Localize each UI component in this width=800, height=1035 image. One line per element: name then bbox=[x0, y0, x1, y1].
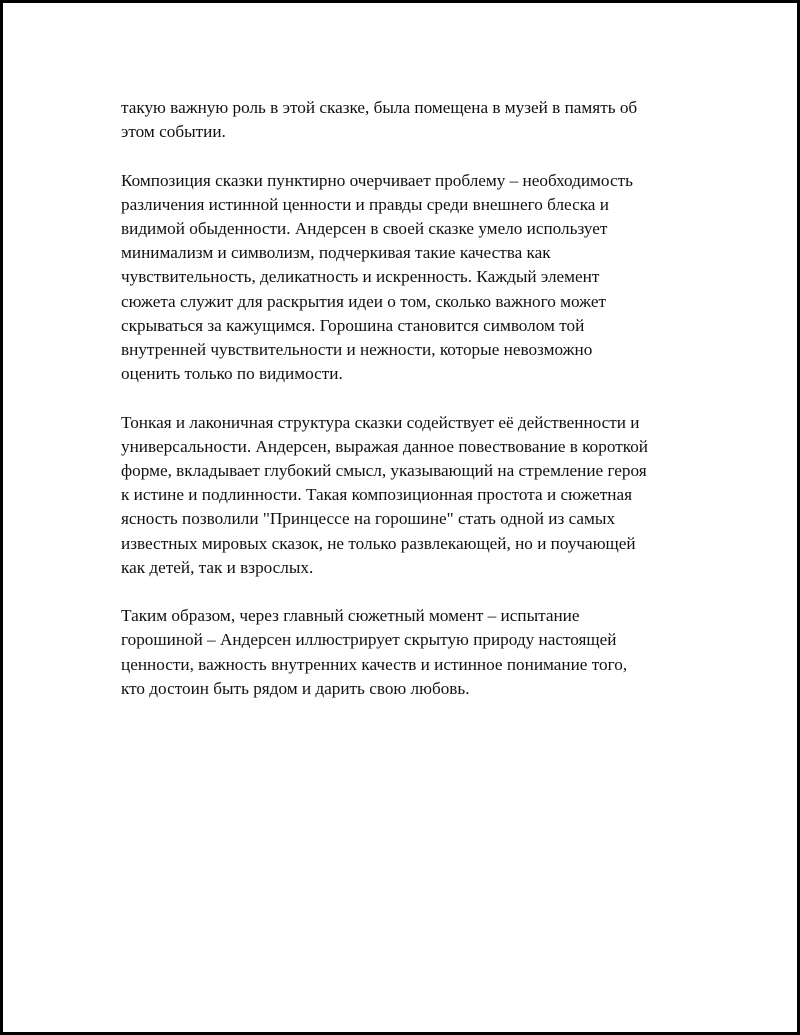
paragraph-3 bbox=[121, 411, 711, 580]
text-line: сюжета служит для раскрытия идеи о том, сколько важного может bbox=[121, 291, 606, 311]
paragraph-2 bbox=[121, 169, 711, 387]
text-line: Композиция сказки пунктирно очерчивает проблему – необходимость bbox=[121, 170, 633, 190]
text-line: горошиной – Андерсен иллюстрирует скрытую природу настоящей bbox=[121, 630, 617, 650]
text-line: к истине и подлинности. Такая композиционная простота и сюжетная bbox=[121, 485, 632, 505]
text-line: Тонкая и лаконичная структура сказки содействует её действенности и bbox=[121, 412, 640, 432]
text-line: такую важную роль в этой сказке, была помещена в музей в память об bbox=[121, 98, 638, 117]
text-line: Таким образом, через главный сюжетный момент – испытание bbox=[121, 606, 580, 626]
paragraph-4 bbox=[121, 604, 711, 701]
text-line: оценить только по видимости. bbox=[121, 364, 343, 384]
text-line: различения истинной ценности и правды среди внешнего блеска и bbox=[121, 194, 609, 214]
text-line: этом событии. bbox=[121, 122, 226, 142]
text-line: форме, вкладывает глубокий смысл, указывающий на стремление героя bbox=[121, 461, 647, 481]
text-line: ясность позволили "Принцессе на горошине" стать одной из самых bbox=[121, 509, 616, 529]
text-line: минимализм и символизм, подчеркивая такие качества как bbox=[121, 243, 551, 263]
text-line: как детей, так и взрослых. bbox=[121, 557, 314, 577]
text-line: кто достоин быть рядом и дарить свою любовь. bbox=[121, 678, 470, 698]
text-line: внутренней чувствительности и нежности, которые невозможно bbox=[121, 340, 593, 360]
text-line: видимой обыденности. Андерсен в своей сказке умело использует bbox=[121, 219, 608, 238]
document-body bbox=[121, 96, 711, 725]
text-line: ценности, важность внутренних качеств и истинное понимание того, bbox=[121, 654, 628, 674]
text-line: чувствительность, деликатность и искренность. Каждый элемент bbox=[121, 267, 600, 287]
text-line: скрываться за кажущимся. Горошина становится символом той bbox=[121, 315, 585, 335]
text-line: универсальности. Андерсен, выражая данное повествование в короткой bbox=[121, 436, 648, 456]
paragraph-1 bbox=[121, 96, 711, 144]
text-line: известных мировых сказок, не только развлекающей, но и поучающей bbox=[121, 533, 636, 553]
